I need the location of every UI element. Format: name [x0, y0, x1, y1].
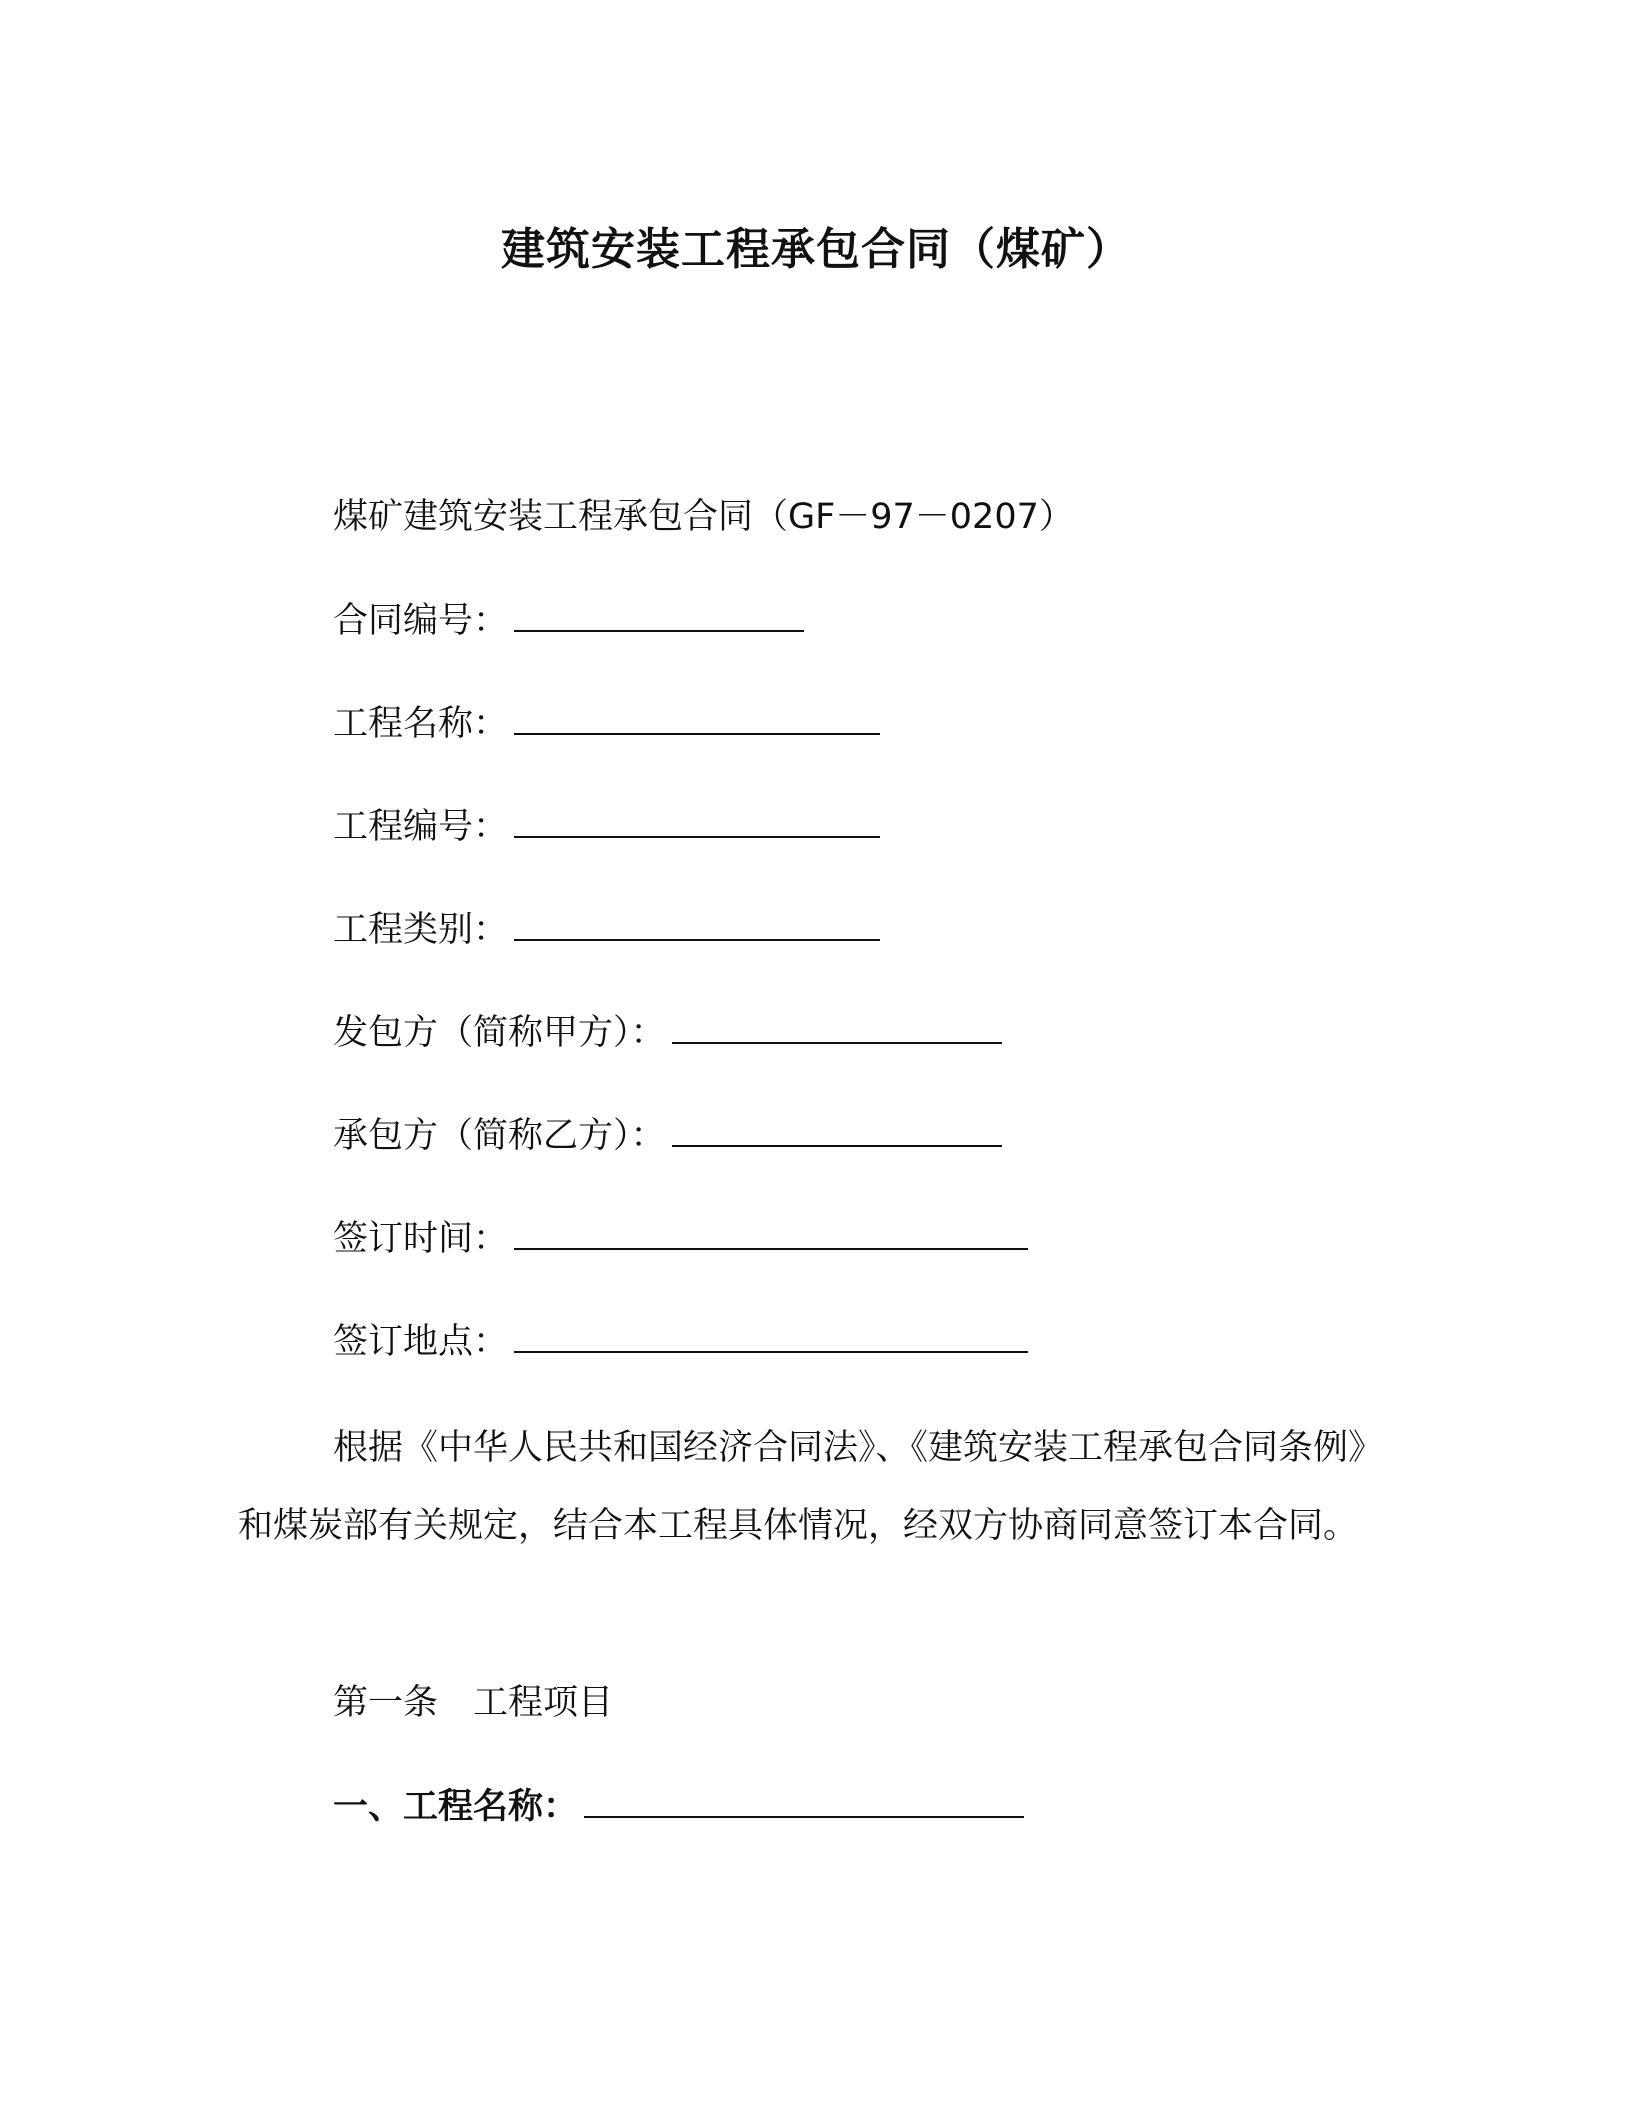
field-signing-date — [333, 1214, 1028, 1263]
field-label: 合同编号： — [333, 601, 509, 641]
contract-number-blank[interactable] — [514, 596, 804, 632]
party-b-blank[interactable] — [672, 1111, 1002, 1147]
field-label: 工程编号： — [333, 807, 509, 847]
field-party-a — [333, 1008, 1002, 1057]
field-party-b — [333, 1111, 1002, 1160]
field-signing-place — [333, 1317, 1028, 1366]
field-project-category — [333, 905, 880, 954]
signing-date-blank[interactable] — [514, 1214, 1028, 1250]
field-project-name — [333, 699, 880, 748]
field-label: 工程名称： — [333, 704, 509, 744]
field-label: 发包方（简称甲方）： — [333, 1013, 666, 1053]
preamble-text: 根据《中华人民共和国经济合同法》、《建筑安装工程承包合同条例》和煤炭部有关规定，结合本工程具体情况，经双方协商同意签订本合同。 — [238, 1428, 1384, 1546]
party-a-blank[interactable] — [672, 1008, 1002, 1044]
field-label: 签订地点： — [333, 1322, 509, 1362]
item-label: 一、工程名称： — [333, 1787, 579, 1827]
field-label: 承包方（简称乙方）： — [333, 1116, 666, 1156]
project-number-blank[interactable] — [514, 802, 880, 838]
item-1-project-name — [333, 1782, 1024, 1831]
document-title: 建筑安装工程承包合同（煤矿） — [501, 224, 1131, 275]
field-contract-number — [333, 596, 804, 645]
preamble-paragraph — [238, 1409, 1388, 1565]
article-1-heading: 第一条 工程项目 — [333, 1683, 614, 1723]
field-label: 签订时间： — [333, 1219, 509, 1259]
item-1-blank[interactable] — [584, 1782, 1024, 1818]
contract-subtitle: 煤矿建筑安装工程承包合同（GF－97－0207） — [333, 497, 1074, 537]
project-name-blank[interactable] — [514, 699, 880, 735]
field-project-number — [333, 802, 880, 851]
field-label: 工程类别： — [333, 910, 509, 950]
signing-place-blank[interactable] — [514, 1317, 1028, 1353]
project-category-blank[interactable] — [514, 905, 880, 941]
